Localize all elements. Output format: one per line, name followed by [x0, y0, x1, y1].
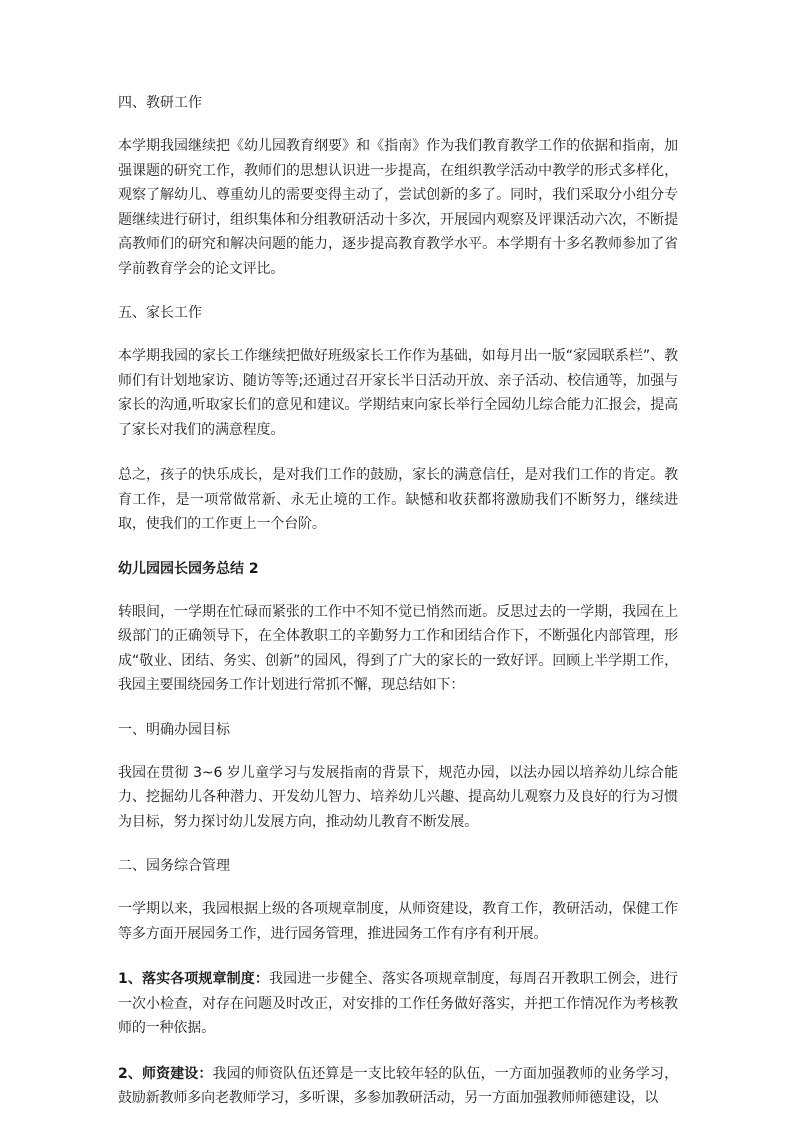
paragraph-rules-body: 我园进一步健全、落实各项规章制度，每周召开教职工例会，进行一次小检查，对存在问题及时改正，对安排的工作任务做好落实，并把工作情况作为考核教师的一种依据。	[118, 971, 678, 1036]
paragraph-goals: 我园在贯彻 3~6 岁儿童学习与发展指南的背景下，规范办园，以法办园以培养幼儿综合能力、挖掘幼儿各种潜力、开发幼儿智力、培养幼儿兴趣、提高幼儿观察力及良好的行为习惯为目标，努力探讨幼儿发展方向，推动幼儿教育不断发展。	[118, 764, 678, 830]
paragraph-management: 一学期以来，我园根据上级的各项规章制度，从师资建设，教育工作，教研活动，保健工作等多方面开展园务工作，进行园务管理，推进园务工作有序有利开展。	[118, 901, 678, 942]
document-subtitle: 幼儿园园长园务总结 2	[118, 560, 259, 577]
paragraph-staff-lead: 2、师资建设：	[118, 1065, 213, 1082]
section-heading-teaching-research: 四、教研工作	[118, 95, 202, 111]
document-page	[118, 92, 678, 1111]
paragraph-parent-work: 本学期我园的家长工作继续把做好班级家长工作作为基础，如每月出一版“家园联系栏”、教师们有计划地家访、随访等等;还通过召开家长半日活动开放、亲子活动、校信通等，加强与家长的沟通,听取家长们的意见和建议。学期结束向家长举行全园幼儿综合能力汇报会，提高了家长对我们的满意程度。	[118, 348, 678, 438]
paragraph-teaching-research: 本学期我园继续把《幼儿园教育纲要》和《指南》作为我们教育教学工作的依据和指南，加强课题的研究工作，教师们的思想认识进一步提高，在组织教学活动中教学的形式多样化，观察了解幼儿、尊重幼儿的需要变得主动了，尝试创新的多了。同时，我们采取分小组分专题继续进行研讨，组织集体和分组教研活动十多次，开展园内观察及评课活动六次，不断提高教师们的研究和解决问题的能力，逐步提高教育教学水平。本学期有十多名教师参加了省学前教育学会的论文评比。	[118, 138, 678, 277]
paragraph-intro: 转眼间，一学期在忙碌而紧张的工作中不知不觉已悄然而逝。反思过去的一学期，我园在上级部门的正确领导下，在全体教职工的辛勤努力工作和团结合作下，不断强化内部管理，形成“敬业、团结、务实、创新”的园风，得到了广大的家长的一致好评。回顾上半学期工作，我园主要围绕园务工作计划进行常抓不懈，现总结如下：	[118, 603, 678, 693]
section-heading-management: 二、园务综合管理	[118, 858, 230, 874]
paragraph-rules-lead: 1、落实各项规章制度：	[118, 971, 269, 987]
section-heading-goals: 一、明确办园目标	[118, 721, 230, 738]
paragraph-rules	[118, 967, 678, 1041]
paragraph-staff	[118, 1062, 678, 1111]
paragraph-staff-body: 我园的师资队伍还算是一支比较年轻的队伍，一方面加强教师的业务学习，鼓励新教师多向老教师学习，多听课，多参加教研活动，另一方面加强教师师德建设，以	[118, 1065, 678, 1106]
section-heading-parent-work: 五、家长工作	[118, 305, 202, 321]
paragraph-conclusion: 总之，孩子的快乐成长，是对我们工作的鼓励，家长的满意信任，是对我们工作的肯定。教育工作，是一项常做常新、永无止境的工作。缺憾和收获都将激励我们不断努力，继续进取，使我们的工作更上一个台阶。	[118, 467, 678, 532]
